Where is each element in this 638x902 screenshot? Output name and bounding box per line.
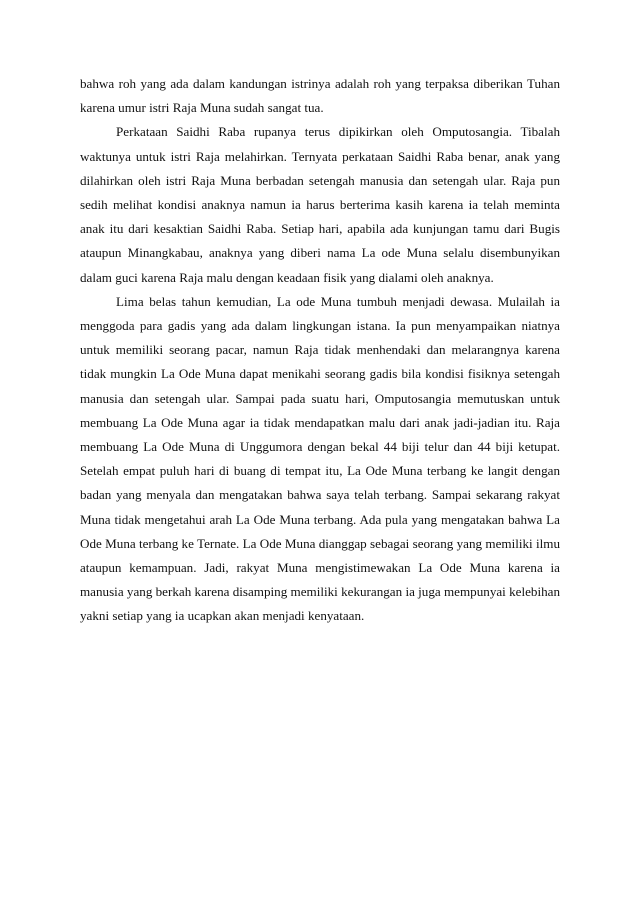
paragraph-exile: Lima belas tahun kemudian, La ode Muna tumbuh menjadi dewasa. Mulailah ia menggoda para gadis yang ada dalam lingkungan istana. Ia pun menyampaikan niatnya untuk memiliki seorang pacar, namun Raja tidak menhendaki dan melarangnya karena tidak mungkin La Ode Muna dapat menikahi seorang gadis bila kondisi fisiknya setengah manusia dan setengah ular. Sampai pada suatu hari, Omputosangia memutuskan untuk membuang La Ode Muna agar ia tidak mendapatkan malu dari anak jadi-jadian itu. Raja membuang La Ode Muna di Unggumora dengan bekal 44 biji telur dan 44 biji ketupat. Setelah empat puluh hari di buang di tempat itu, La Ode Muna terbang ke langit dengan badan yang menyala dan mengatakan bahwa saya telah terbang. Sampai sekarang rakyat Muna tidak mengetahui arah La Ode Muna terbang. Ada pula yang mengatakan bahwa La Ode Muna terbang ke Ternate. La Ode Muna dianggap sebagai seorang yang memiliki ilmu ataupun kemampuan. Jadi, rakyat Muna mengistimewakan La Ode Muna karena ia manusia yang berkah karena disamping memiliki kekurangan ia juga mempunyai kelebihan yakni setiap yang ia ucapkan akan menjadi kenyataan.: [80, 293, 560, 624]
body-text: [80, 72, 560, 629]
paragraph-continuation: bahwa roh yang ada dalam kandungan istrinya adalah roh yang terpaksa diberikan Tuhan karena umur istri Raja Muna sudah sangat tua.: [80, 76, 560, 116]
paragraph-birth: Perkataan Saidhi Raba rupanya terus dipikirkan oleh Omputosangia. Tibalah waktunya untuk istri Raja melahirkan. Ternyata perkataan Saidhi Raba benar, anak yang dilahirkan oleh istri Raja Muna berbadan setengah manusia dan setengah ular. Raja pun sedih melihat kondisi anaknya namun ia harus berterima kasih karena ia telah meminta anak itu dari kesaktian Saidhi Raba. Setiap hari, apabila ada kunjungan tamu dari Bugis ataupun Minangkabau, anaknya yang diberi nama La ode Muna selalu disembunyikan dalam guci karena Raja malu dengan keadaan fisik yang dialami oleh anaknya.: [80, 124, 560, 285]
